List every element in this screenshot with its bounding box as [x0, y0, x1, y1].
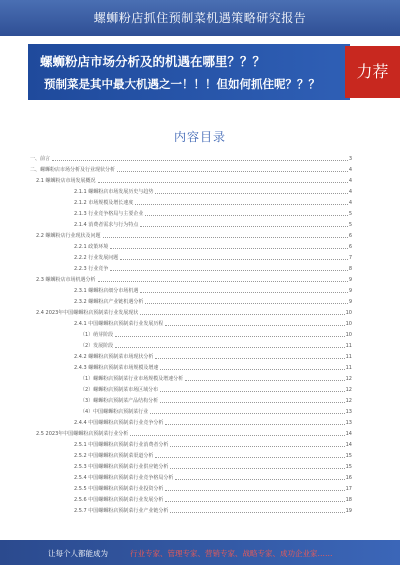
toc-entry[interactable] [30, 463, 352, 471]
toc-entry[interactable] [30, 320, 352, 328]
toc-entry[interactable] [30, 485, 352, 493]
toc-entry-page: 12 [345, 387, 352, 393]
toc-entry[interactable] [30, 199, 352, 207]
toc-leader-dots [120, 259, 348, 260]
toc-entry-text: 2.1.3 行业竞争格局与主要企业 [74, 211, 144, 217]
toc-leader-dots [145, 303, 347, 304]
toc-entry[interactable] [30, 331, 352, 339]
toc-leader-dots [135, 204, 347, 205]
toc-entry-page: 3 [348, 156, 352, 162]
toc-leader-dots [150, 413, 344, 414]
toc-entry[interactable] [30, 232, 352, 240]
footer-roles: 行业专家、管理专家、营销专家、战略专家、成功企业家…… [130, 549, 333, 558]
toc-leader-dots [140, 314, 344, 315]
toc-entry[interactable] [30, 166, 352, 174]
toc-entry-page: 19 [345, 508, 352, 514]
toc-entry-text: 2.5.5 中国螺蛳粉店预制菜行业投资分析 [74, 486, 164, 492]
toc-entry[interactable] [30, 419, 352, 427]
toc-entry-page: 5 [348, 222, 352, 228]
toc-entry-page: 4 [348, 200, 352, 206]
toc-entry-page: 11 [345, 354, 352, 360]
headline-line-1: 螺蛳粉店市场分析及的机遇在哪里？？？ [40, 54, 266, 69]
toc-entry[interactable] [30, 254, 352, 262]
toc-leader-dots [140, 226, 347, 227]
toc-entry-text: 2.3.1 螺蛳粉店细分市场机遇 [74, 288, 139, 294]
toc-entry[interactable] [30, 353, 352, 361]
toc-entry-page: 14 [345, 442, 352, 448]
toc-entry[interactable] [30, 298, 352, 306]
toc-entry-text: 2.5.4 中国螺蛳粉店预制菜行业竞争格局分析 [74, 475, 174, 481]
toc-leader-dots [155, 193, 347, 194]
toc-entry[interactable] [30, 474, 352, 482]
toc-entry-text: 2.5.3 中国螺蛳粉店预制菜行业供应链分析 [74, 464, 169, 470]
toc-leader-dots [175, 479, 344, 480]
toc-entry[interactable] [30, 507, 352, 515]
toc-entry[interactable] [30, 342, 352, 350]
headline-banner [28, 44, 350, 100]
toc-leader-dots [110, 270, 348, 271]
toc-entry[interactable] [30, 177, 352, 185]
toc-entry[interactable] [30, 210, 352, 218]
toc-entry-page: 6 [348, 233, 352, 239]
toc-entry-page: 4 [348, 189, 352, 195]
toc-leader-dots [98, 182, 348, 183]
toc-entry-page: 6 [348, 244, 352, 250]
toc-leader-dots [155, 358, 344, 359]
footer-bar [0, 540, 400, 565]
toc-leader-dots [165, 325, 344, 326]
toc-entry-text: 二、螺蛳粉店市场分析及行业现状分析 [30, 167, 116, 173]
toc-entry-text: 2.1.2 市场规模及增长速度 [74, 200, 134, 206]
toc-entry-text: （3）螺蛳粉店预制菜产品结构分析 [80, 398, 159, 404]
toc-entry-text: 2.1.4 消费者需求与行为特点 [74, 222, 139, 228]
toc-entry-text: 2.5.1 中国螺蛳粉店预制菜行业消费者分析 [74, 442, 169, 448]
toc-entry-text: 2.4.1 中国螺蛳粉店预制菜行业发展历程 [74, 321, 164, 327]
toc-leader-dots [165, 501, 344, 502]
toc-entry[interactable] [30, 430, 352, 438]
toc-entry-text: （2）发展阶段 [80, 343, 114, 349]
toc-leader-dots [160, 391, 344, 392]
toc-leader-dots [115, 336, 344, 337]
toc-entry-text: 2.5.6 中国螺蛳粉店预制菜行业发展分析 [74, 497, 164, 503]
toc-entry[interactable] [30, 397, 352, 405]
toc-leader-dots [160, 369, 344, 370]
toc-entry-page: 10 [345, 310, 352, 316]
toc-leader-dots [52, 160, 348, 161]
toc-entry-page: 10 [345, 332, 352, 338]
footer-slogan: 让每个人都能成为 [48, 549, 108, 558]
toc-entry-text: 2.1.1 螺蛳粉店市场发展历史与趋势 [74, 189, 154, 195]
toc-entry[interactable] [30, 276, 352, 284]
report-title-bar [0, 0, 400, 36]
toc-leader-dots [98, 281, 348, 282]
toc-entry-text: 2.5 2023年中国螺蛳粉店预制菜行业分析 [36, 431, 129, 437]
toc-entry-text: （1）螺蛳粉店预制菜行业市场规模及增速分析 [80, 376, 184, 382]
toc-entry[interactable] [30, 243, 352, 251]
toc-entry-page: 16 [345, 475, 352, 481]
toc-entry-page: 4 [348, 178, 352, 184]
toc-entry-text: （4）中国螺蛳粉店预制菜行业 [80, 409, 149, 415]
toc-entry-page: 8 [348, 266, 352, 272]
toc-entry-page: 15 [345, 464, 352, 470]
toc-entry-text: 2.1 螺蛳粉店市场发展概况 [36, 178, 96, 184]
toc-entry-text: 2.5.2 中国螺蛳粉店预制菜渠道分析 [74, 453, 154, 459]
toc-entry[interactable] [30, 364, 352, 372]
toc-entry-text: 2.4.2 螺蛳粉店预制菜市场现状分析 [74, 354, 154, 360]
toc-entry-page: 4 [348, 167, 352, 173]
report-title: 螺蛳粉店抓住预制菜机遇策略研究报告 [93, 11, 307, 25]
toc-leader-dots [130, 435, 344, 436]
toc-entry-text: 2.4.4 中国螺蛳粉店预制菜行业竞争分析 [74, 420, 164, 426]
toc-leader-dots [170, 468, 344, 469]
toc-entry-text: 2.3.2 螺蛳粉店产业链机遇分析 [74, 299, 144, 305]
toc-entry[interactable] [30, 287, 352, 295]
toc-entry-page: 5 [348, 211, 352, 217]
toc-entry[interactable] [30, 155, 352, 163]
toc-entry[interactable] [30, 188, 352, 196]
toc-entry-text: （1）萌芽阶段 [80, 332, 114, 338]
toc-entry[interactable] [30, 408, 352, 416]
toc-entry-text: 2.3 螺蛳粉店市场机遇分析 [36, 277, 96, 283]
toc-entry[interactable] [30, 441, 352, 449]
toc-entry-text: 一、前言 [30, 156, 51, 162]
toc-entry[interactable] [30, 496, 352, 504]
toc-entry-text: 2.2.3 行业竞争 [74, 266, 109, 272]
toc-entry-text: 2.4.3 螺蛳粉店预制菜市场规模及增速 [74, 365, 159, 371]
toc-entry-page: 18 [345, 497, 352, 503]
toc-leader-dots [155, 457, 344, 458]
toc-leader-dots [170, 446, 344, 447]
toc-entry-page: 13 [345, 420, 352, 426]
toc-entry-page: 11 [345, 365, 352, 371]
toc-leader-dots [165, 424, 344, 425]
toc-entry-text: 2.4 2023年中国螺蛳粉店预制菜行业发展现状 [36, 310, 139, 316]
headline-line-2: 预制菜是其中最大机遇之一！！！但如何抓住呢？？？ [44, 77, 320, 91]
toc-entry-page: 9 [348, 277, 352, 283]
toc-leader-dots [185, 380, 344, 381]
recommend-badge: 力荐 [345, 46, 400, 98]
toc-entry[interactable] [30, 309, 352, 317]
toc-leader-dots [145, 215, 347, 216]
toc-entry[interactable] [30, 386, 352, 394]
toc-entry[interactable] [30, 375, 352, 383]
toc-entry-page: 12 [345, 376, 352, 382]
toc-entry-text: 2.2 螺蛳粉店行业现状及问题 [36, 233, 101, 239]
toc-entry-text: （2）螺蛳粉店预制菜市场区域分布 [80, 387, 159, 393]
toc-entry-page: 15 [345, 453, 352, 459]
toc-entry[interactable] [30, 452, 352, 460]
toc-leader-dots [117, 171, 348, 172]
toc-heading: 内容目录 [173, 130, 226, 144]
toc-entry-text: 2.2.2 行业发展问题 [74, 255, 119, 261]
toc-entry-page: 9 [348, 299, 352, 305]
toc-leader-dots [103, 237, 348, 238]
toc-entry-page: 7 [348, 255, 352, 261]
toc-leader-dots [110, 248, 348, 249]
toc-entry-page: 17 [345, 486, 352, 492]
toc-entry-page: 10 [345, 321, 352, 327]
toc-entry-text: 2.5.7 中国螺蛳粉店预制菜行业产业链分析 [74, 508, 169, 514]
toc-entry-page: 9 [348, 288, 352, 294]
toc-leader-dots [140, 292, 347, 293]
toc-leader-dots [115, 347, 344, 348]
toc-entry[interactable] [30, 221, 352, 229]
toc-leader-dots [170, 512, 344, 513]
toc-entry-text: 2.2.1 政策环境 [74, 244, 109, 250]
toc-entry-page: 11 [345, 343, 352, 349]
toc-leader-dots [160, 402, 344, 403]
toc-entry-page: 14 [345, 431, 352, 437]
toc-entry-page: 12 [345, 398, 352, 404]
toc-leader-dots [165, 490, 344, 491]
toc-entry-page: 13 [345, 409, 352, 415]
toc-entry[interactable] [30, 265, 352, 273]
